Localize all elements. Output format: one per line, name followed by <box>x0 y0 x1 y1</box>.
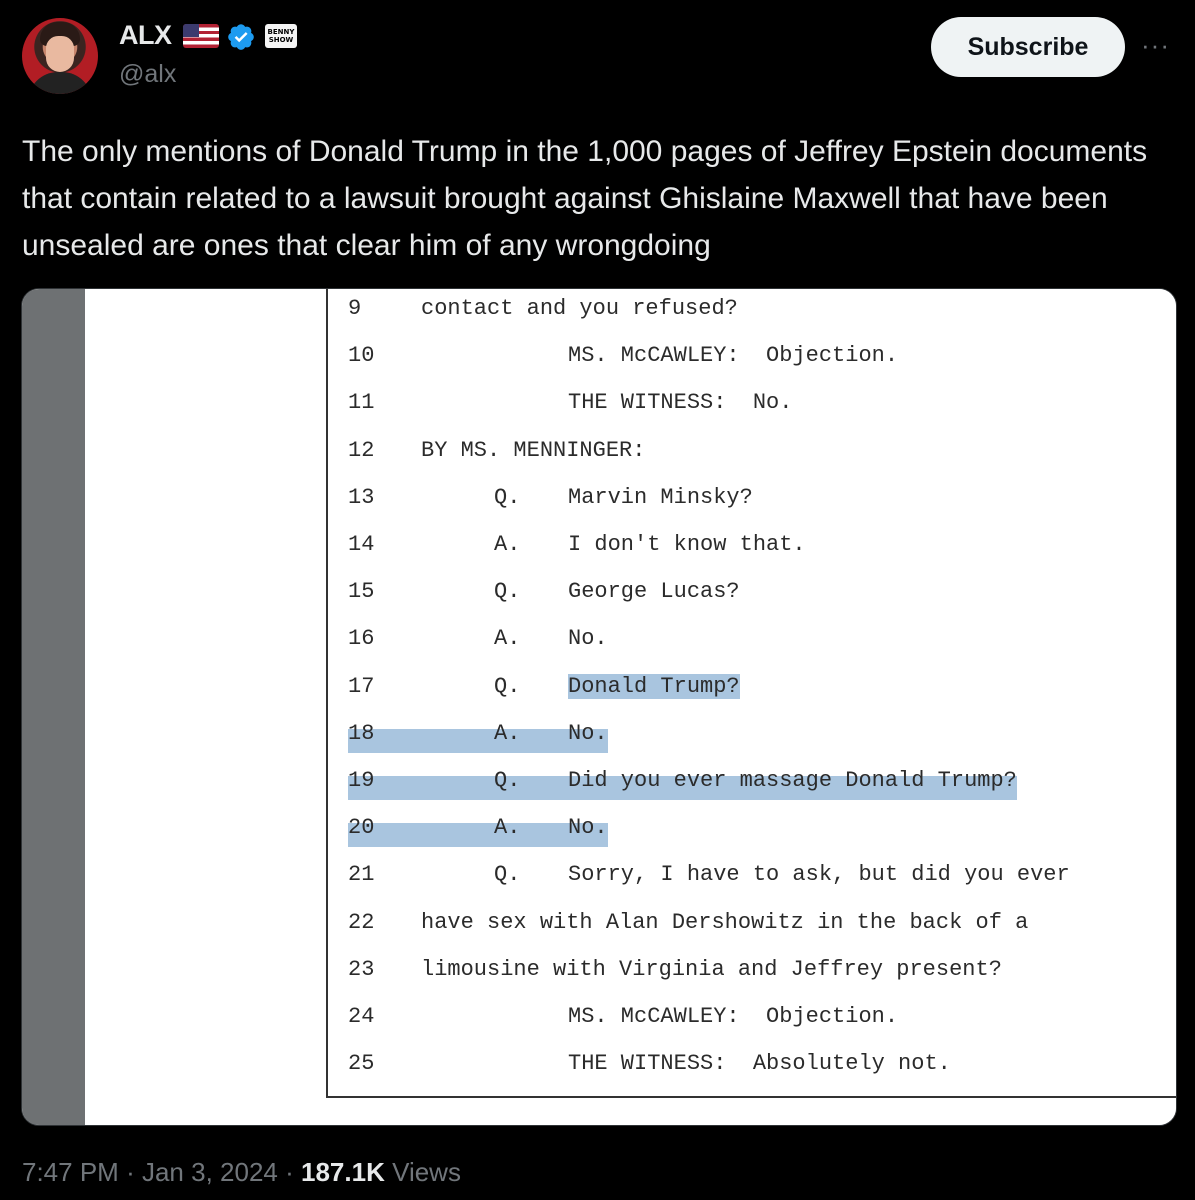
transcript-text: have sex with Alan Dershowitz in the back of a <box>421 909 1029 935</box>
transcript-line <box>328 1004 1177 1044</box>
line-number: 19 <box>348 768 375 793</box>
separator: · <box>285 1157 294 1187</box>
transcript-text: A. <box>494 532 521 557</box>
line-number: 21 <box>348 862 375 888</box>
transcript-line <box>328 626 1177 666</box>
tweet-time: 7:47 PM <box>22 1157 119 1187</box>
affiliate-badge[interactable]: BENNY SHOW <box>265 24 297 48</box>
transcript-text: No. <box>568 626 608 652</box>
transcript-text: limousine with Virginia and Jeffrey present? <box>421 956 1002 982</box>
transcript-text: Q. <box>494 484 521 510</box>
line-number: 9 <box>348 296 362 321</box>
transcript-text: A. <box>494 626 521 652</box>
transcript-text: George Lucas? <box>568 579 740 605</box>
view-count: 187.1K <box>301 1157 385 1187</box>
transcript-line <box>328 768 1177 808</box>
transcript-text: MS. McCAWLEY: Objection. <box>568 1004 899 1029</box>
document-page <box>85 289 1176 1125</box>
transcript-line <box>328 438 1177 478</box>
line-number: 20 <box>348 815 375 841</box>
transcript-text: THE WITNESS: Absolutely not. <box>568 1051 951 1077</box>
transcript-line <box>328 579 1177 619</box>
transcript-line <box>328 910 1177 950</box>
tweet-timestamp[interactable] <box>22 1157 461 1188</box>
transcript-text: Q. <box>494 862 521 888</box>
transcript-text: No. <box>568 720 608 746</box>
transcript-text: I don't know that. <box>568 532 806 557</box>
transcript-line <box>328 674 1177 714</box>
transcript-frame <box>326 288 1177 1098</box>
line-number: 23 <box>348 956 375 982</box>
line-number: 11 <box>348 390 375 416</box>
line-number: 14 <box>348 532 375 557</box>
line-number: 18 <box>348 720 375 746</box>
separator: · <box>126 1157 135 1187</box>
verified-badge-icon[interactable] <box>226 22 256 52</box>
line-number: 13 <box>348 484 375 510</box>
transcript-line <box>328 343 1177 383</box>
transcript-text: Q. <box>494 673 521 699</box>
line-number: 10 <box>348 343 375 369</box>
transcript-text: Sorry, I have to ask, but did you ever <box>568 862 1070 888</box>
transcript-text: Marvin Minsky? <box>568 484 753 510</box>
transcript-line <box>328 862 1177 902</box>
transcript-line <box>328 1051 1177 1091</box>
transcript-text: MS. McCAWLEY: Objection. <box>568 343 899 369</box>
subscribe-button[interactable]: Subscribe <box>931 17 1125 77</box>
user-handle[interactable]: @alx <box>119 60 177 88</box>
line-number: 24 <box>348 1004 375 1029</box>
display-name[interactable]: ALX <box>119 20 172 50</box>
line-number: 17 <box>348 673 375 699</box>
transcript-line <box>328 815 1177 855</box>
line-number: 25 <box>348 1051 375 1077</box>
tweet-text: The only mentions of Donald Trump in the 1,000 pages of Jeffrey Epstein documents that contain related to a lawsuit brought against Ghislaine Maxwell that have been unsealed are ones that clear him of any wrongdoing <box>22 135 1148 262</box>
line-number: 16 <box>348 626 375 652</box>
transcript-line <box>328 485 1177 525</box>
transcript-text: BY MS. MENNINGER: <box>421 437 646 463</box>
document-scan-edge <box>22 289 85 1125</box>
transcript-text: THE WITNESS: No. <box>568 390 793 416</box>
avatar[interactable] <box>22 18 98 94</box>
transcript-line <box>328 532 1177 572</box>
transcript-text: Q. <box>494 579 521 605</box>
transcript-text: A. <box>494 815 521 841</box>
transcript-text: Did you ever massage Donald Trump? <box>568 768 1017 793</box>
tweet-date: Jan 3, 2024 <box>141 1157 278 1187</box>
transcript-line <box>328 721 1177 761</box>
transcript-line <box>328 957 1177 997</box>
more-options-icon[interactable]: ··· <box>1141 30 1170 60</box>
transcript-text: No. <box>568 815 608 841</box>
transcript-line <box>328 390 1177 430</box>
line-number: 12 <box>348 437 375 463</box>
line-number: 15 <box>348 579 375 605</box>
views-label: Views <box>392 1157 461 1187</box>
transcript-text: A. <box>494 720 521 746</box>
transcript-line <box>328 296 1177 336</box>
us-flag-icon <box>183 24 219 48</box>
transcript-text: Q. <box>494 768 521 793</box>
transcript-text: Donald Trump? <box>568 673 740 699</box>
tweet-image[interactable] <box>21 288 1177 1126</box>
transcript-text: contact and you refused? <box>421 296 738 321</box>
line-number: 22 <box>348 909 375 935</box>
